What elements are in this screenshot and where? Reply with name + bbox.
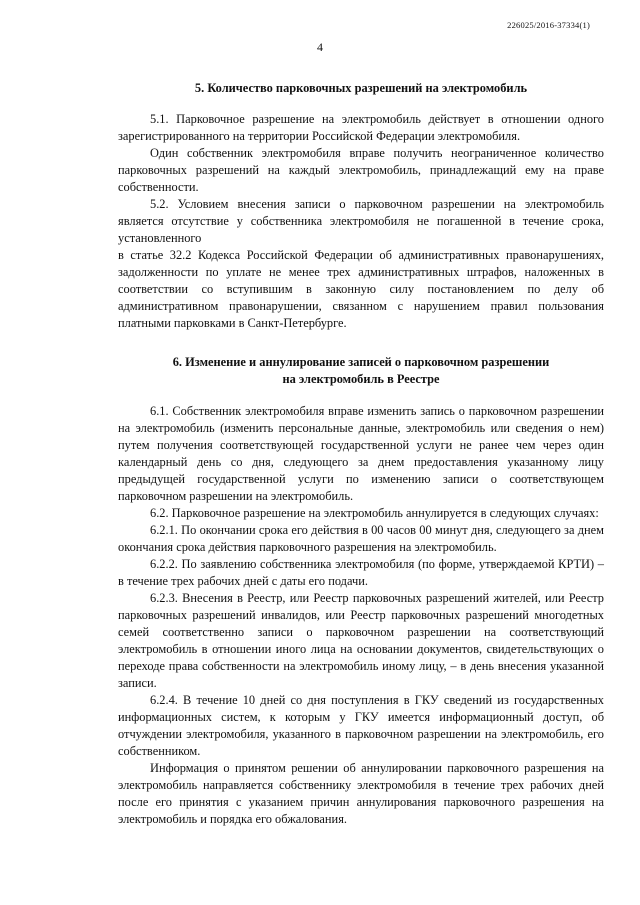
section-6-title-line-2: на электромобиль в Реестре [282,372,440,386]
paragraph-6-2-2: 6.2.2. По заявлению собственника электромобиля (по форме, утверждаемой КРТИ) – в течение трех рабочих дней с даты его подачи. [118,557,604,588]
document-code: 226025/2016-37334(1) [507,20,590,30]
paragraph-5-1-owner: Один собственник электромобиля вправе получить неограниченное количество парковочных разрешений на каждый электромобиль, принадлежащий ему на праве собственности. [118,146,604,194]
section-5-title: 5. Количество парковочных разрешений на электромобиль [194,81,528,95]
paragraph-5-2: 5.2. Условием внесения записи о парковочном разрешении на электромобиль является отсутствие у собственника электромобиля не погашенной в течение срока, установленного [118,197,604,245]
section-6-title [118,354,604,388]
paragraph-6-2-4: 6.2.4. В течение 10 дней со дня поступления в ГКУ сведений из государственных информационных систем, к которым у ГКУ имеется информационный доступ, об отчуждении электромобиля, указанного в парковочном разрешении на электромобиль, его собственником. [118,693,604,758]
paragraph-6-1: 6.1. Собственник электромобиля вправе изменить запись о парковочном разрешении на электромобиль (изменить персональные данные, электромобиль или сведения о нем) путем получения соответствующей государственной услуги не ранее чем через один календарный день со дня, следующего за днем предоставления указанному лицу предыдущей государственной услуги по изменению записи о соответствующем парковочном разрешении на электромобиль. [118,404,604,503]
page-number: 4 [317,40,323,54]
paragraph-6-2-1: 6.2.1. По окончании срока его действия в 00 часов 00 минут дня, следующего за днем окончания срока действия парковочного разрешения на электромобиль. [118,523,604,554]
paragraph-6-2-3: 6.2.3. Внесения в Реестр, или Реестр парковочных разрешений жителей, или Реестр парковочных разрешений инвалидов, или Реестр парковочных разрешений многодетных семей соответственно записи о парковочном разрешении на соответствующий электромобиль в отношении иного лица на основании документов, свидетельствующих о переходе права собственности на электромобиль иному лицу, – в день внесения указанной записи. [118,591,604,690]
paragraph-5-2-continued: в статье 32.2 Кодекса Российской Федерации об административных правонарушениях, задолженности по уплате не менее трех административных штрафов, наложенных в соответствии со вступившим в законную силу постановлением по делу об административном правонарушении, связанном с нарушением правил пользования платными парковками в Санкт-Петербурге. [118,248,604,330]
section-6-title-line-1: 6. Изменение и аннулирование записей о парковочном разрешении [172,355,550,369]
document-body [118,80,604,828]
paragraph-6-info: Информация о принятом решении об аннулировании парковочного разрешения на электромобиль направляется собственнику электромобиля в течение трех рабочих дней после его принятия с указанием причин аннулирования парковочного разрешения на электромобиль и порядка его обжалования. [118,761,604,826]
paragraph-6-2: 6.2. Парковочное разрешение на электромобиль аннулируется в следующих случаях: [150,506,599,520]
paragraph-5-1: 5.1. Парковочное разрешение на электромобиль действует в отношении одного зарегистрированного на территории Российской Федерации электромобиля. [118,112,604,143]
